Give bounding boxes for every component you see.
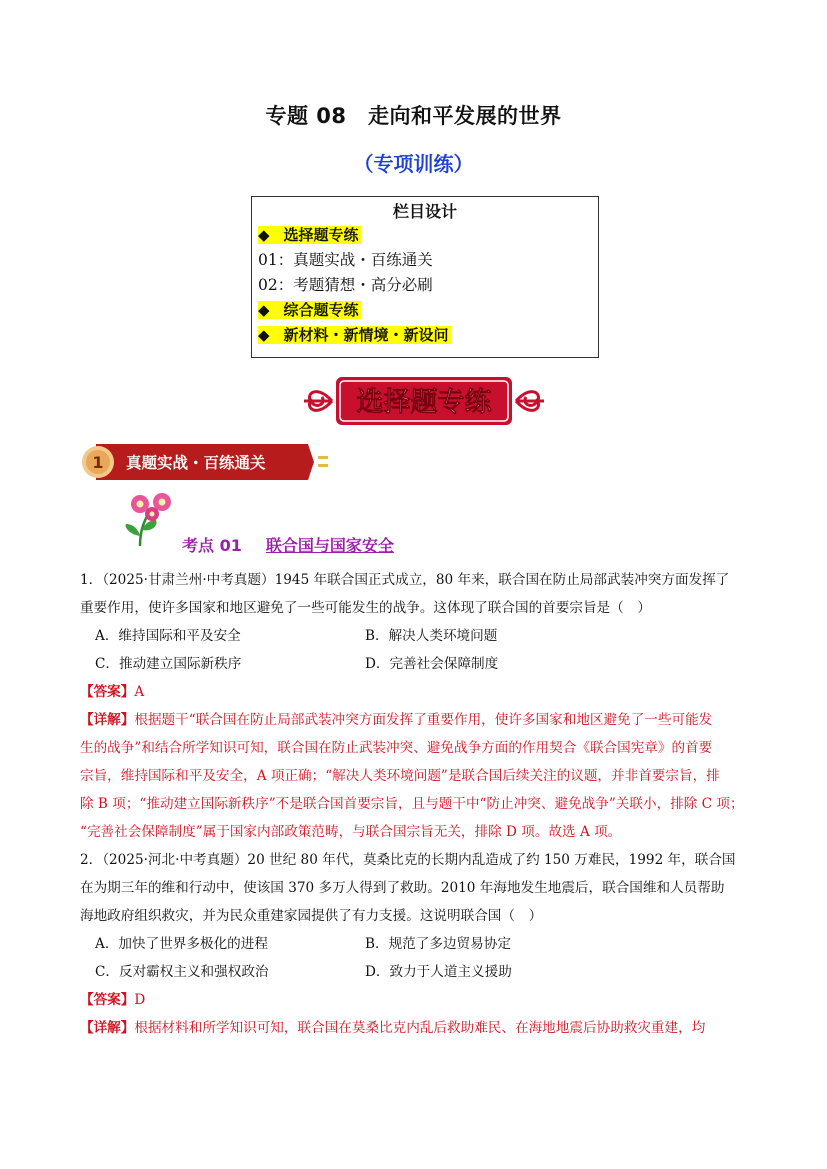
- toc-item-label: 选择题专练: [283, 226, 359, 244]
- answer-option: A．维持国际和平及安全: [95, 628, 241, 644]
- explanation-line: [80, 1014, 752, 1042]
- question-stem: 重要作用，使许多国家和地区避免了一些可能发生的战争。这体现了联合国的首要宗旨是（ ）: [80, 600, 651, 616]
- toc-item: [258, 248, 592, 273]
- flower-icon: [118, 490, 180, 548]
- options-row: [80, 930, 752, 958]
- question-block: [80, 846, 752, 1042]
- page-title: 专题 08 走向和平发展的世界: [265, 104, 562, 128]
- topic-title: 联合国与国家安全: [265, 536, 394, 555]
- answer-option: D．致力于人道主义援助: [365, 964, 512, 980]
- explanation-label: 【详解】: [80, 712, 135, 728]
- answer-option: B．规范了多边贸易协定: [365, 936, 511, 952]
- explanation-text: “完善社会保障制度”属于国家内部政策范畴，与联合国宗旨无关，排除 D 项。故选 A 项。: [80, 824, 622, 840]
- toc-item-label: 02：考题猜想・高分必刷: [258, 276, 433, 294]
- answer-option: A．加快了世界多极化的进程: [95, 936, 268, 952]
- explanation-line: [80, 706, 752, 734]
- toc-item: [258, 298, 592, 323]
- explanation-line: [80, 762, 752, 790]
- toc-box: [251, 196, 599, 358]
- answer-option: C．推动建立国际新秩序: [95, 656, 242, 672]
- toc-item-label: 01：真题实战・百练通关: [258, 251, 433, 269]
- diamond-bullet-icon: ◆: [258, 301, 270, 319]
- options-row: [80, 958, 752, 986]
- answer-option: B．解决人类环境问题: [365, 628, 498, 644]
- toc-item-label: 新材料・新情境・新设问: [283, 326, 449, 344]
- page-subtitle: （专项训练）: [353, 152, 474, 176]
- toc-item: [258, 273, 592, 298]
- options-row: [80, 650, 752, 678]
- options-row: [80, 622, 752, 650]
- explanation-text: 除 B 项；“推动建立国际新秩序”不是联合国首要宗旨，且与题干中“防止冲突、避免战争”关联小，排除 C 项；: [80, 796, 744, 812]
- answer-value: A: [134, 684, 145, 700]
- explanation-text: 宗旨，维持国际和平及安全，A 项正确；“解决人类环境问题”是联合国后续关注的议题，并非首要宗旨，排: [80, 768, 720, 784]
- answer-label: 【答案】: [80, 992, 135, 1008]
- question-block: [80, 566, 752, 846]
- explanation-line: [80, 790, 752, 818]
- question-stem: 2．（2025·河北·中考真题）20 世纪 80 年代，莫桑比克的长期内乱造成了约 150 万难民，1992 年，联合国: [80, 852, 736, 868]
- diamond-bullet-icon: ◆: [258, 326, 270, 344]
- question-stem: 在为期三年的维和行动中，使该国 370 多万人得到了救助。2010 年海地发生地震后，联合国维和人员帮助: [80, 880, 725, 896]
- explanation-text: 生的战争”和结合所学知识可知，联合国在防止武装冲突、避免战争方面的作用契合《联合国宪章》的首要: [80, 740, 713, 756]
- answer-label: 【答案】: [80, 684, 135, 700]
- question-stem: 1．（2025·甘肃兰州·中考真题）1945 年联合国正式成立，80 年来，联合国在防止局部武装冲突方面发挥了: [80, 572, 730, 588]
- answer-option: D．完善社会保障制度: [365, 656, 499, 672]
- question-stem: 海地政府组织救灾，并为民众重建家园提供了有力支援。这说明联合国（ ）: [80, 908, 543, 924]
- answer-option: C．反对霸权主义和强权政治: [95, 964, 269, 980]
- topic-heading: [182, 533, 394, 556]
- topic-label: 考点 01: [182, 536, 242, 555]
- explanation-text: 根据题干“联合国在防止局部武装冲突方面发挥了重要作用，使许多国家和地区避免了一些可能发: [134, 712, 713, 728]
- toc-item: [258, 323, 592, 348]
- explanation-text: 根据材料和所学知识可知，联合国在莫桑比克内乱后救助难民、在海地地震后协助救灾重建，均: [134, 1020, 706, 1036]
- toc-item-label: 综合题专练: [283, 301, 359, 319]
- answer-line: [80, 986, 752, 1014]
- section-tag: [82, 440, 332, 484]
- questions-area: [80, 566, 752, 1042]
- toc-item: [258, 223, 592, 248]
- banner-text: 选择题专练: [356, 387, 492, 418]
- diamond-bullet-icon: ◆: [258, 226, 270, 244]
- section-tag-number: 1: [92, 453, 104, 472]
- answer-value: D: [134, 992, 146, 1008]
- section-tag-label: 真题实战・百练通关: [126, 454, 266, 472]
- explanation-line: [80, 818, 752, 846]
- explanation-label: 【详解】: [80, 1020, 135, 1036]
- answer-line: [80, 678, 752, 706]
- explanation-line: [80, 734, 752, 762]
- section-banner: [302, 373, 546, 429]
- toc-heading: 栏目设计: [392, 202, 457, 221]
